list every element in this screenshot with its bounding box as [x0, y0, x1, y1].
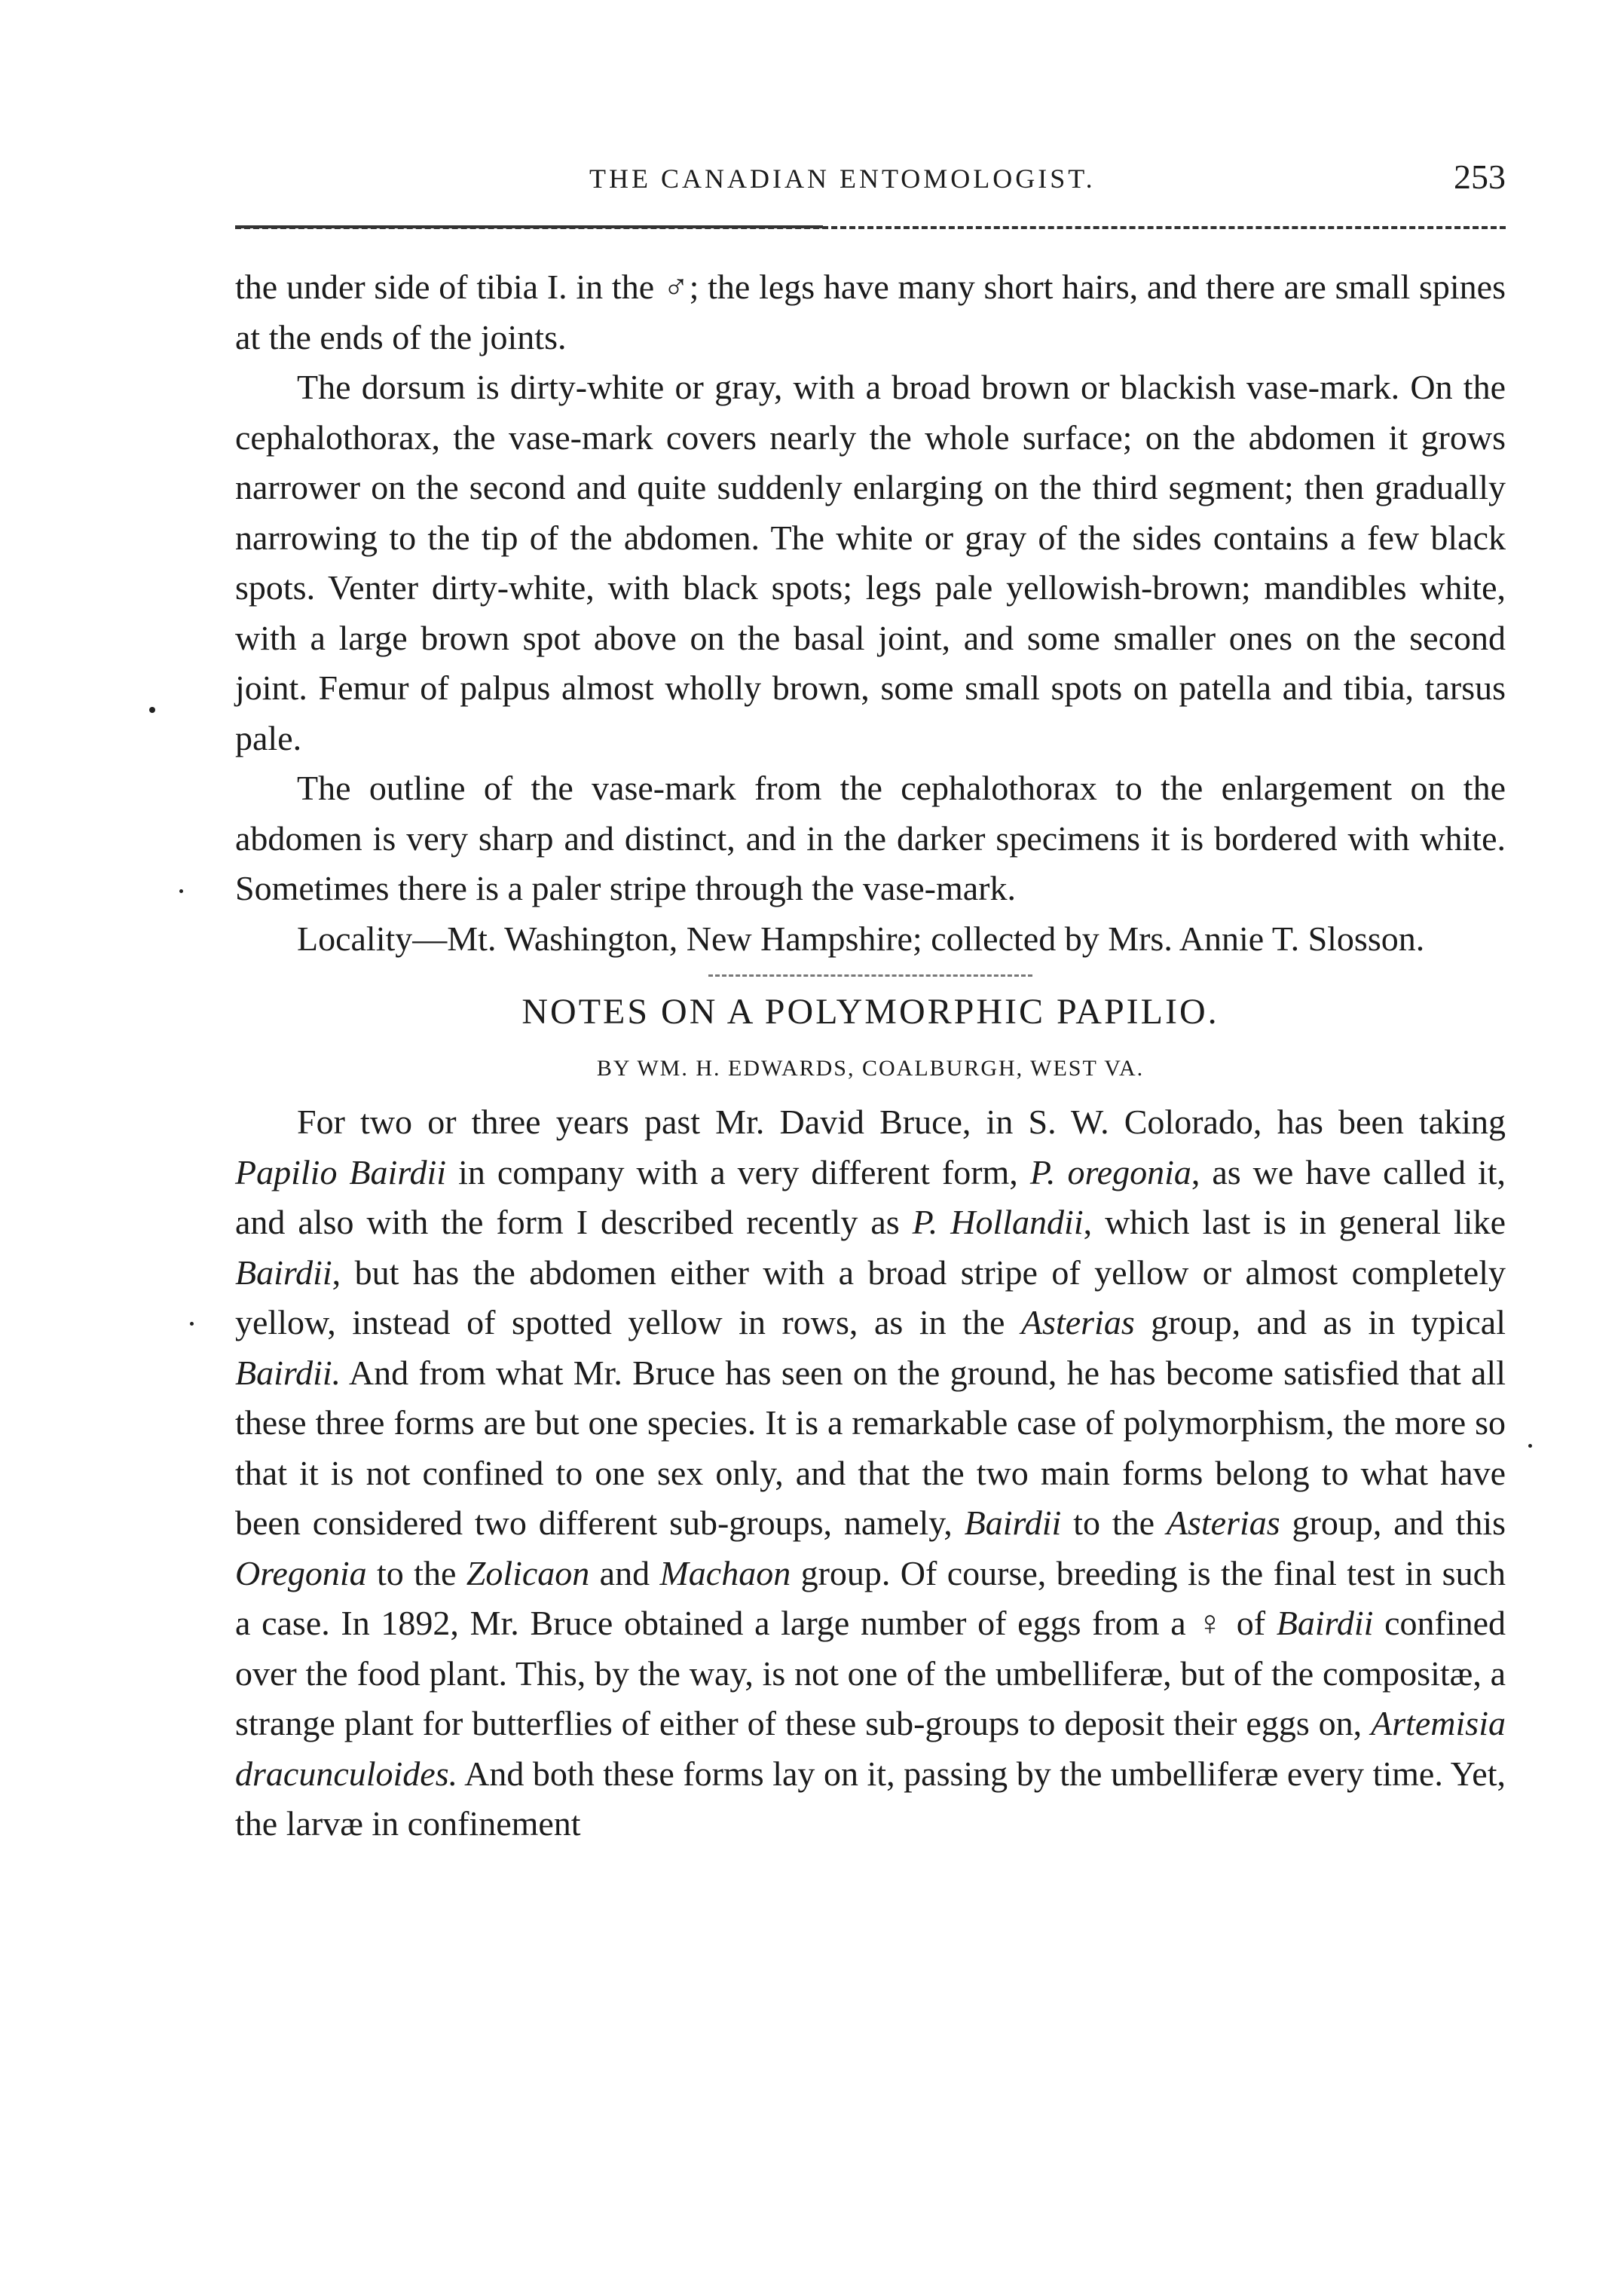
scan-speck: [179, 889, 183, 893]
scan-speck: [149, 707, 155, 713]
article-paragraph: [235, 1097, 1506, 1849]
paragraph-2: The dorsum is dirty-white or gray, with a broad brown or blackish vase-mark. On the cephalothorax, the vase-mark covers nearly the whole surface; on the abdomen it grows narrower on the second and quite suddenly enlarging on the third segment; then gradually narrowing to the tip of the abdomen. The white or gray of the sides contains a few black spots. Venter dirty-white, with black spots; legs pale yellowish-brown; mandibles white, with a large brown spot above on the basal joint, and some smaller ones on the second joint. Femur of palpus almost wholly brown, some small spots on patella and tibia, tarsus pale.: [235, 368, 1506, 757]
taxon-name: Bairdii: [235, 1253, 332, 1292]
paragraph-locality: Locality—Mt. Washington, New Hampshire; collected by Mrs. Annie T. Slosson.: [297, 919, 1425, 958]
taxon-name: Oregonia: [235, 1553, 367, 1592]
text-run: group, and as in typical: [1134, 1303, 1506, 1341]
taxon-name: P. Hollandii: [912, 1203, 1084, 1241]
running-title: THE CANADIAN ENTOMOLOGIST.: [589, 164, 1096, 194]
header-rule-solid: [235, 225, 823, 228]
taxon-name: Zolicaon: [466, 1553, 590, 1592]
text-run: and: [589, 1553, 660, 1592]
article-byline: BY WM. H. EDWARDS, COALBURGH, WEST VA.: [596, 1056, 1145, 1081]
text-run: group. Of course, breeding is the final test in such a case. In 1892, Mr. Bruce obtained a large number of eggs from a ♀ of: [235, 1553, 1506, 1642]
scan-speck: [1528, 1444, 1532, 1448]
paragraph-1: the under side of tibia I. in the ♂; the legs have many short hairs, and there are small spines at the ends of the joints.: [235, 268, 1506, 356]
taxon-name: Asterias: [1020, 1303, 1135, 1341]
scan-speck: [190, 1322, 194, 1326]
taxon-name: P. oregonia: [1029, 1152, 1191, 1191]
text-run: group, and this: [1280, 1503, 1506, 1542]
page-body: [235, 262, 1506, 1849]
taxon-name: Bairdii: [1276, 1604, 1374, 1642]
taxon-name: Asterias: [1166, 1503, 1280, 1542]
text-run: , but has the abdomen either with a broad stripe of yellow or almost completely yellow, instead of spotted yellow in rows, as in the: [235, 1253, 1506, 1341]
text-run: And both these forms lay on it, passing by the umbelliferæ every time. Yet, the larvæ in confinement: [235, 1754, 1506, 1843]
section-divider: [708, 974, 1032, 977]
text-run: , which last is in general like: [1083, 1203, 1506, 1241]
text-run: For two or three years past Mr. David Bruce, in S. W. Colorado, has been taking: [297, 1103, 1506, 1141]
text-run: to the: [366, 1553, 466, 1592]
text-run: confined over the food plant. This, by the way, is not one of the umbelliferæ, but of the compositæ, a strange plant for butterflies of either of these sub-groups to deposit their eggs on,: [235, 1604, 1506, 1742]
running-header: [235, 157, 1506, 210]
page-number: 253: [1454, 158, 1506, 196]
taxon-name: Machaon: [659, 1553, 791, 1592]
paragraph-3: The outline of the vase-mark from the cephalothorax to the enlargement on the abdomen is very sharp and distinct, and in the darker specimens it is bordered with white. Sometimes there is a paler stripe through the vase-mark.: [235, 769, 1506, 907]
text-run: in company with a very different form,: [446, 1152, 1030, 1191]
taxon-name: Papilio Bairdii: [235, 1152, 447, 1191]
article-title: NOTES ON A POLYMORPHIC PAPILIO.: [521, 992, 1219, 1032]
text-run: to the: [1061, 1503, 1167, 1542]
taxon-name: Artemisia dracunculoides.: [235, 1704, 1506, 1793]
text-run: And from what Mr. Bruce has seen on the ground, he has become satisfied that all these three forms are but one species. It is a remarkable case of polymorphism, the more so that it is not confined to one sex only, and that the two main forms belong to what have been considered two different sub-groups, namely,: [235, 1353, 1506, 1542]
text-run: , as we have called it, and also with the form I described recently as: [235, 1152, 1506, 1241]
taxon-name: Bairdii: [964, 1503, 1062, 1542]
taxon-name: Bairdii.: [235, 1353, 341, 1392]
